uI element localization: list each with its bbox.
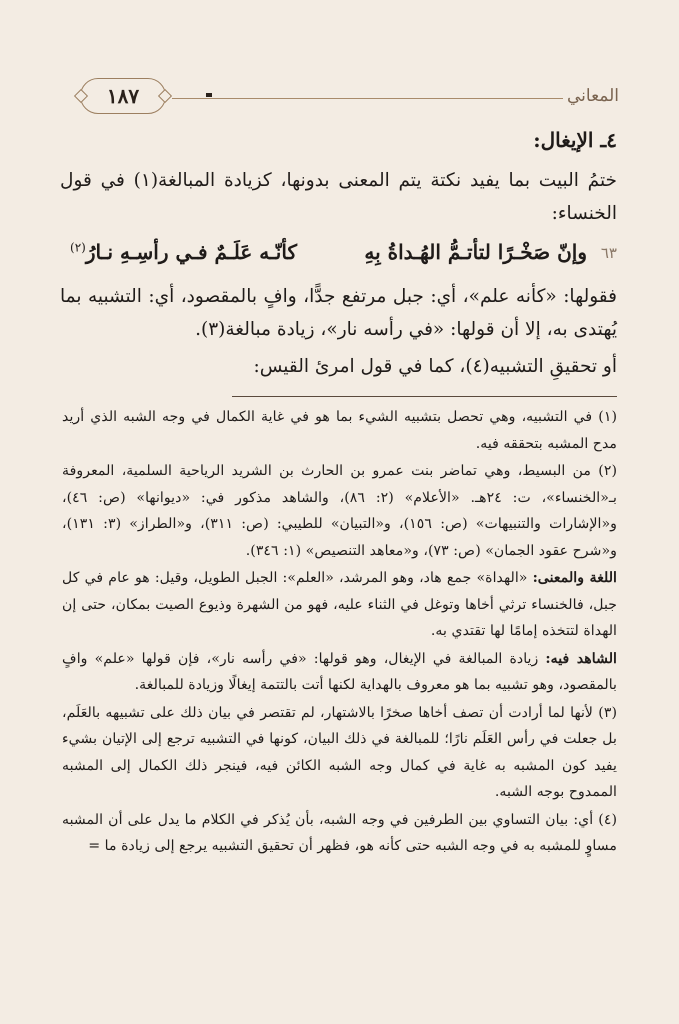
header-rule xyxy=(172,98,563,99)
footnote-label: اللغة والمعنى: xyxy=(532,570,618,586)
verse-second-hemistich-text: كأنّـه عَلَـمٌ فـي رأسِـهِ نـارُ xyxy=(85,240,297,264)
footnote-label: الشاهد فيه: xyxy=(545,650,617,667)
footnote-evidence xyxy=(62,646,617,699)
header-ornament xyxy=(206,93,212,97)
footnote-text: (٢) من البسيط، وهي تماضر بنت عمرو بن الحارث بن الشريد الرياحية السلمية، المعروفة بـ«الخنساء»، ت: ٢٤هـ. «الأعلام» (٢: ٨٦)، والشاهد مذكور في: «ديوانها» (ص: ٤٦)، و«الإشارات والتنبيهات» (ص: ١٥٦)، و«التبيان» للطيبي: (ص: ٣١١)، و«الطراز» (٣: ١٣١)، و«شرح عقود الجمان» (ص: ٧٣)، و«معاهد التنصيص» (١: ٣٤٦). xyxy=(62,463,618,559)
footnotes xyxy=(62,404,617,861)
footnote-divider xyxy=(232,396,617,397)
verse-second-hemistich xyxy=(70,240,297,264)
followup-paragraph: أو تحقيقِ التشبيه(٤)، كما في قول امرئ القيس: xyxy=(253,356,617,377)
footnote-text: (٤) أي: بيان التساوي بين الطرفين في وجه الشبه، بأن يُذكر في الكلام ما يدل على أن المشبه مساوٍ للمشبه به في وجه الشبه حتى كأنه هو، فظهر أن تحقيق التشبيه يرجع إلى زيادة ما = xyxy=(62,811,617,854)
running-title: المعاني xyxy=(566,86,619,106)
section-heading: ٤ـ الإيغال: xyxy=(533,128,617,152)
footnote-1 xyxy=(62,404,617,457)
verse-first-hemistich: وإنّ صَخْـرًا لتأتـمُّ الهُـداةُ بِهِ xyxy=(364,240,587,264)
main-text xyxy=(60,128,617,383)
footnote-text: (٣) لأنها لما أرادت أن تصف أخاها صخرًا بالاشتهار، لم تقتصر في بيان ذلك على تشبيهه بالعَلَم، بل جعلت في رأس العَلَم نارًا؛ للمبالغة في ذلك البيان، كونها في التشبيه ترجع إلى الإتيان بشيء يفيد كون المشبه به غاية في كمال وجه الشبه الكائن فيه، فينجر ذلك الكمال إلى المشبه الممدوح بوجه الشبه. xyxy=(62,704,617,800)
page-header xyxy=(80,76,619,120)
verse-footnote-ref: (٢) xyxy=(70,240,86,255)
footnote-text: (١) في التشبيه، وهي تحصل بتشبيه الشيء بما هو في غاية الكمال في وجه الشبه الذي أريد مدح المشبه بتحققه فيه. xyxy=(62,409,617,452)
footnote-language xyxy=(62,565,617,645)
footnote-2 xyxy=(62,458,617,564)
footnote-text: زيادة المبالغة في الإيغال، وهو قولها: «في رأسه نار»، فإن قولها «علم» وافٍ بالمقصود، وهو تشبيه بما هو معروف بالهداية لكنها أتت بالتتمة إيغالًا وزيادة للمبالغة. xyxy=(62,650,617,693)
footnote-text: «الهداة» جمع هاد، وهو المرشد، «العلم»: الجبل الطويل، وقيل: هو عام في كل جبل، فالخنساء ترثي أخاها وتوغل في الثناء عليه، فهو من الشهرة وذيوع الصيت بمكان، حتى إن الهداة لتتخذه إمامًا لها تقتدي به. xyxy=(62,570,617,639)
poetry-verse xyxy=(60,238,617,280)
footnote-4 xyxy=(62,807,617,860)
explanation-paragraph: فقولها: «كأنه علم»، أي: جبل مرتفع جدًّا، وافٍ بالمقصود، أي: التشبيه بما يُهتدى به، إلا أن قولها: «في رأسه نار»، زيادة مبالغة(٣). xyxy=(60,286,617,340)
footnote-3 xyxy=(62,700,617,806)
page-number: ١٨٧ xyxy=(80,78,166,114)
intro-paragraph: ختمُ البيت بما يفيد نكتة يتم المعنى بدونها، كزيادة المبالغة(١) في قول الخنساء: xyxy=(60,170,617,224)
verse-number: ٦٣ xyxy=(600,244,617,262)
